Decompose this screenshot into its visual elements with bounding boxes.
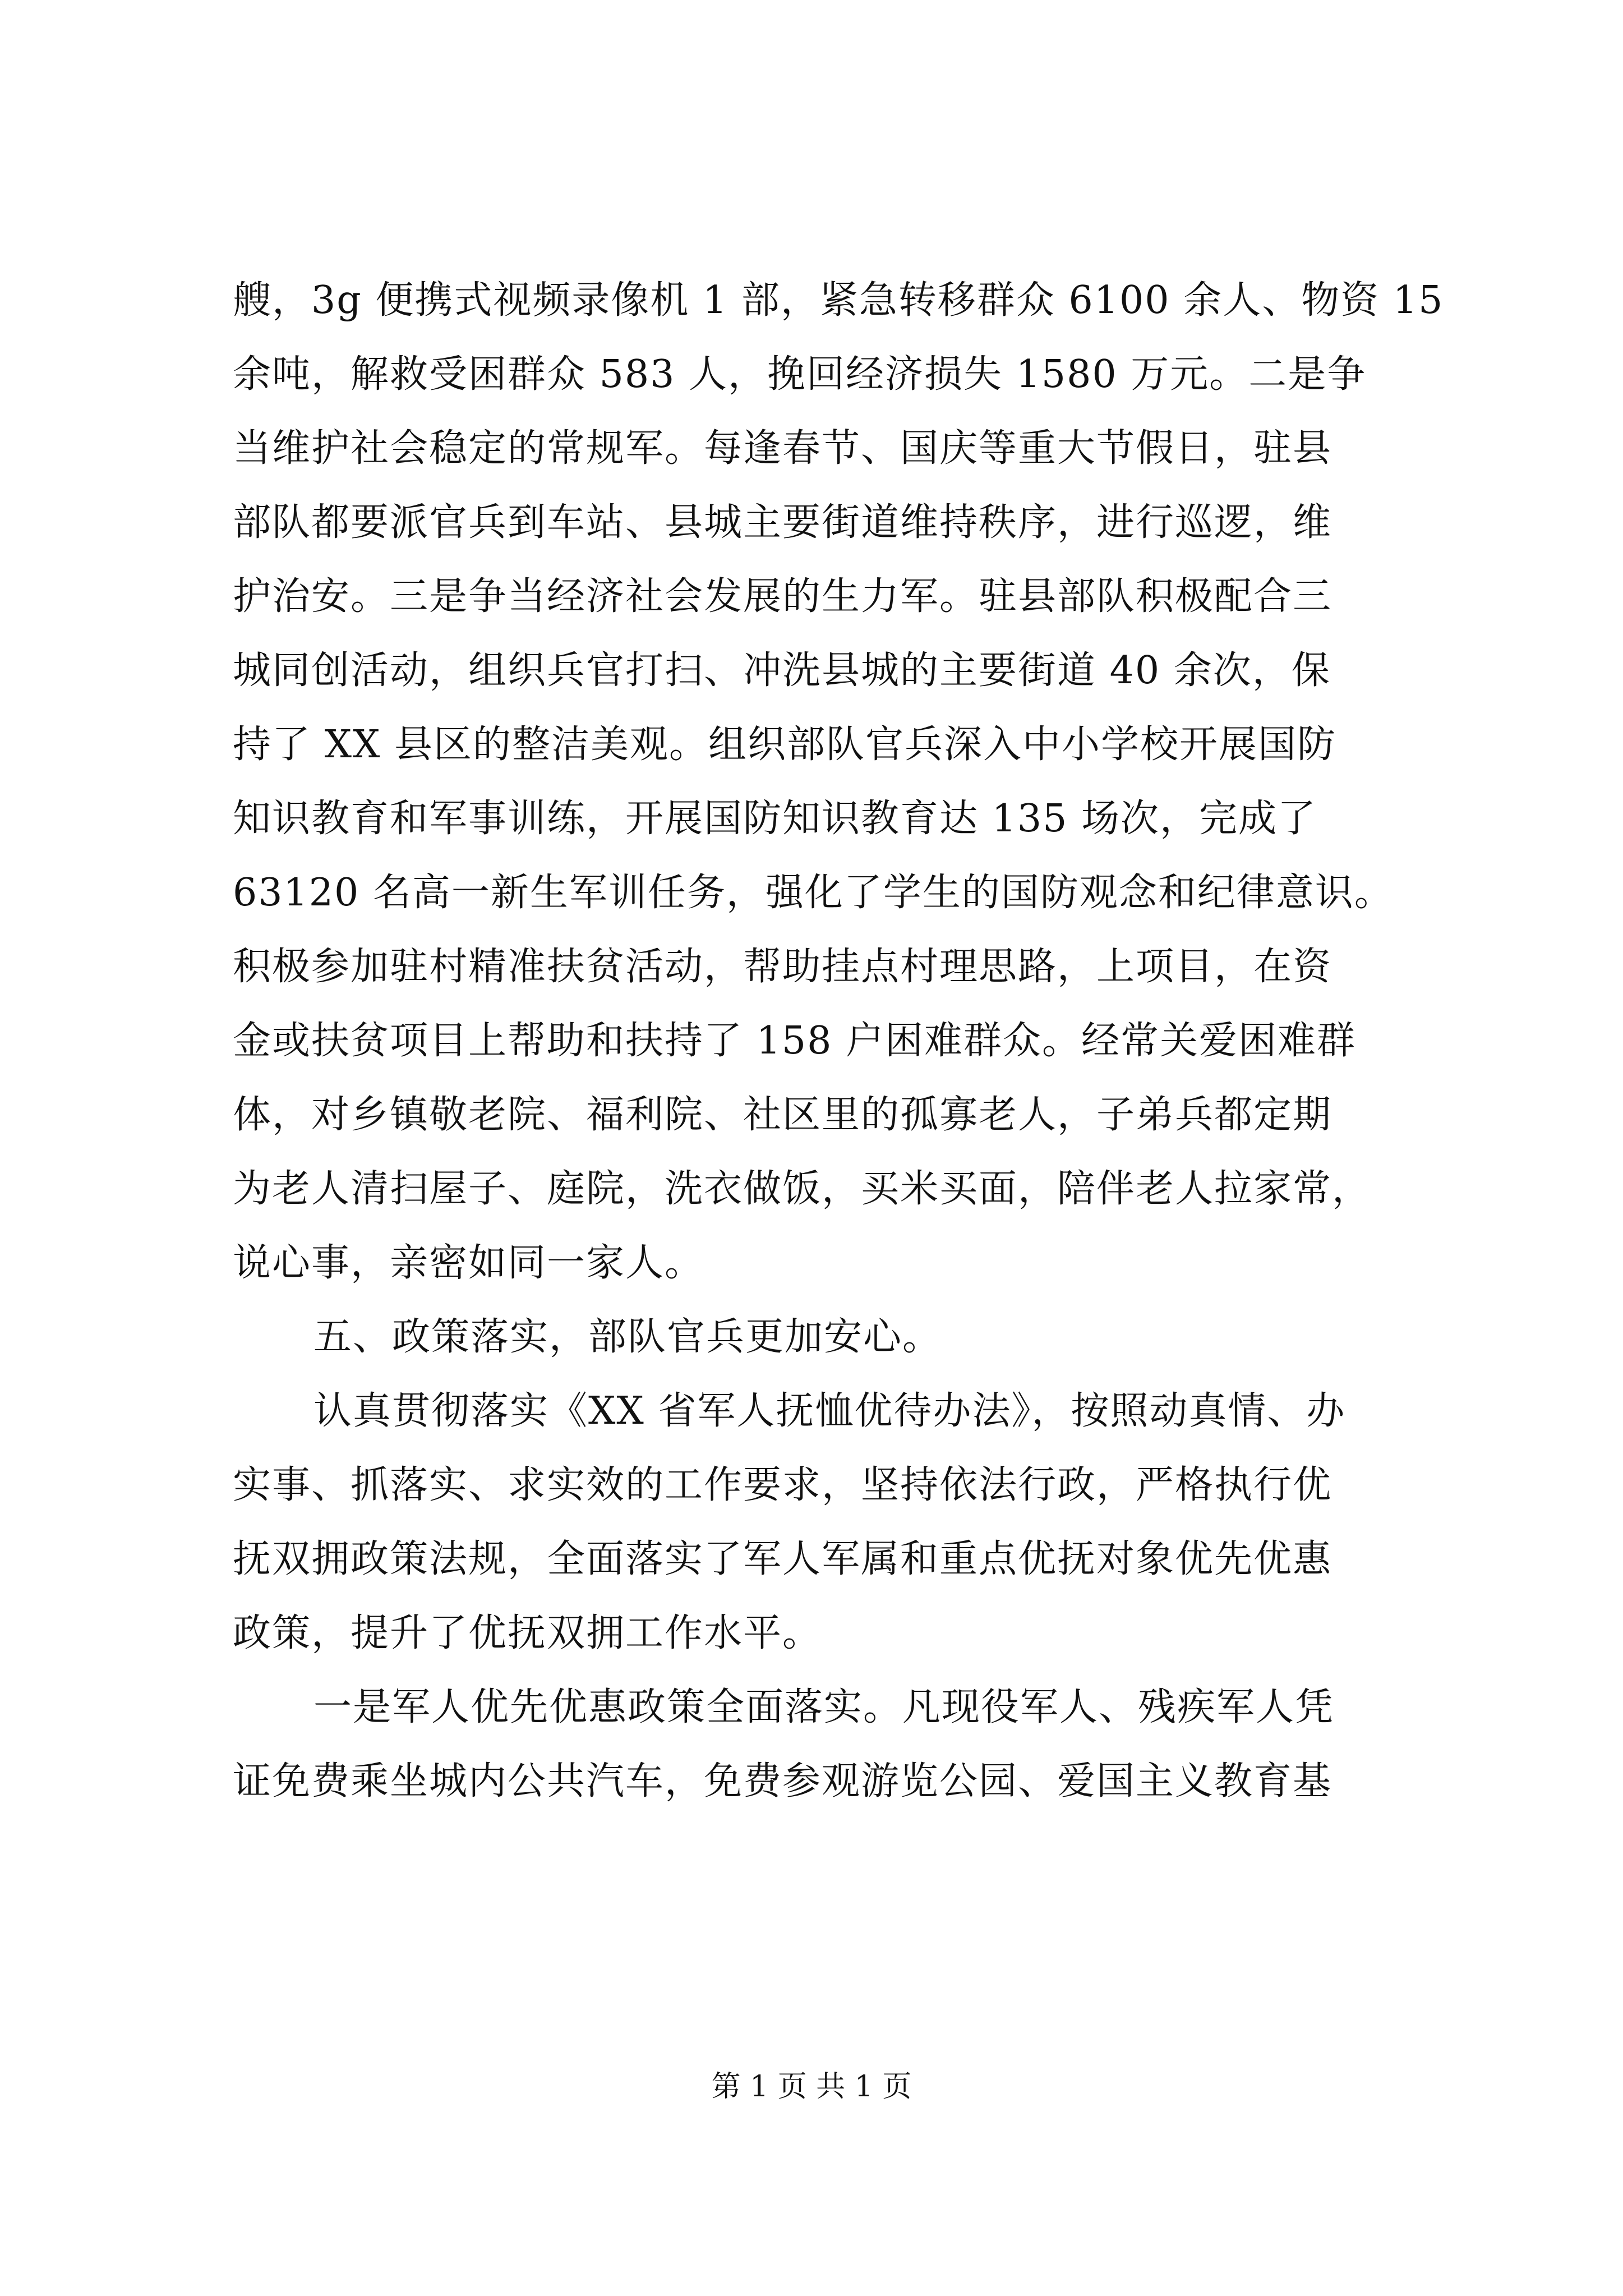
text-line: 护治安。三是争当经济社会发展的生力军。驻县部队积极配合三 xyxy=(233,574,1332,619)
text-line: 证免费乘坐城内公共汽车，免费参观游览公园、爱国主义教育基 xyxy=(233,1759,1332,1803)
text-line: 部队都要派官兵到车站、县城主要街道维持秩序，进行巡逻，维 xyxy=(233,500,1332,545)
text-line: 余吨，解救受困群众 583 人，挽回经济损失 1580 万元。二是争 xyxy=(233,352,1367,397)
text-line: 一是军人优先优惠政策全面落实。凡现役军人、残疾军人凭 xyxy=(313,1685,1335,1729)
text-line: 金或扶贫项目上帮助和扶持了 158 户困难群众。经常关爱困难群 xyxy=(233,1019,1357,1063)
text-line: 持了 XX 县区的整洁美观。组织部队官兵深入中小学校开展国防 xyxy=(233,723,1337,767)
paragraph xyxy=(233,1374,1410,1671)
text-line: 知识教育和军事训练，开展国防知识教育达 135 场次，完成了 xyxy=(233,797,1317,841)
page-footer: 第 1 页 共 1 页 xyxy=(711,2070,912,2104)
paragraph xyxy=(233,1671,1410,1819)
text-line: 艘，3g 便携式视频录像机 1 部，紧急转移群众 6100 余人、物资 15 xyxy=(233,278,1444,323)
text-line: 63120 名高一新生军训任务，强化了学生的国防观念和纪律意识。 xyxy=(233,871,1394,915)
text-line: 积极参加驻村精准扶贫活动，帮助挂点村理思路，上项目，在资 xyxy=(233,945,1332,989)
text-line: 认真贯彻落实《XX 省军人抚恤优待办法》，按照动真情、办 xyxy=(313,1389,1346,1433)
text-line: 五、政策落实，部队官兵更加安心。 xyxy=(313,1315,942,1359)
text-line: 当维护社会稳定的常规军。每逢春节、国庆等重大节假日，驻县 xyxy=(233,426,1332,471)
document-body xyxy=(233,264,1444,1819)
paragraph xyxy=(233,264,1444,1300)
text-line: 城同创活动，组织兵官打扫、冲洗县城的主要街道 40 余次，保 xyxy=(233,648,1331,693)
text-line: 说心事，亲密如同一家人。 xyxy=(233,1241,704,1285)
section-heading xyxy=(233,1300,1410,1374)
text-line: 为老人清扫屋子、庭院，洗衣做饭，买米买面，陪伴老人拉家常， xyxy=(233,1167,1372,1211)
text-line: 政策，提升了优抚双拥工作水平。 xyxy=(233,1611,822,1655)
text-line: 体，对乡镇敬老院、福利院、社区里的孤寡老人，子弟兵都定期 xyxy=(233,1093,1332,1137)
text-line: 抚双拥政策法规，全面落实了军人军属和重点优抚对象优先优惠 xyxy=(233,1537,1332,1581)
text-line: 实事、抓落实、求实效的工作要求，坚持依法行政，严格执行优 xyxy=(233,1463,1332,1507)
